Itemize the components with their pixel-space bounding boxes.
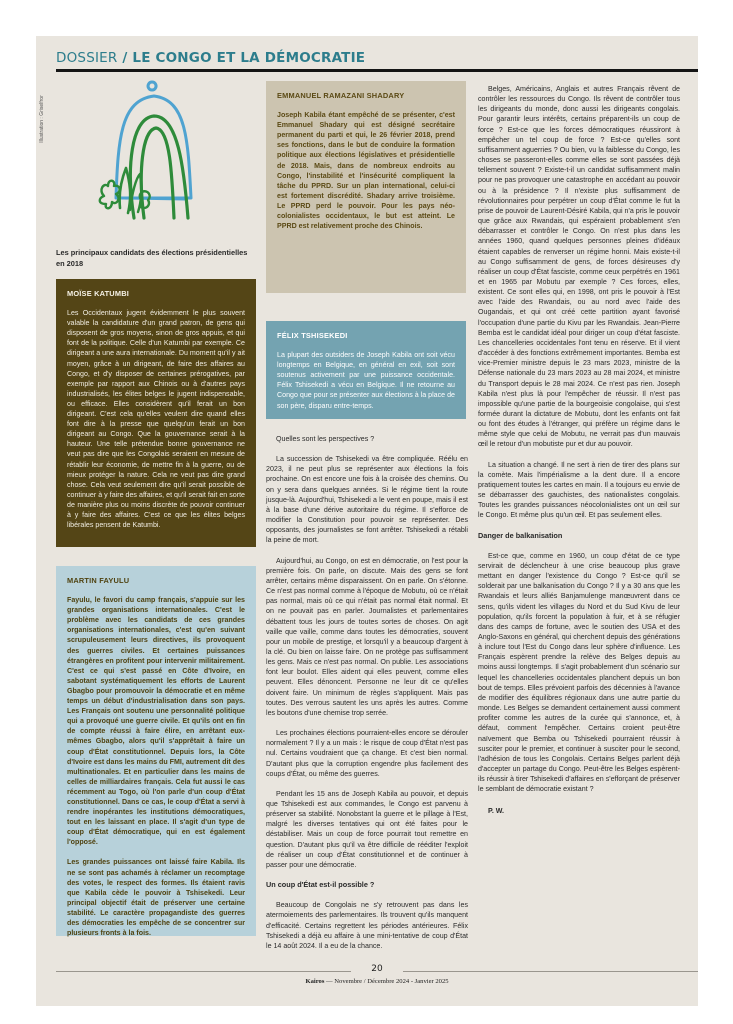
candidate-description: La plupart des outsiders de Joseph Kabila ont soit vécu longtemps en Belgique, en général en exil, soit sont soutenus activement par une puissance occidentale. Félix Tshisekedi a vécu en Belgique. Il ne retourne au Congo que pour se présenter aux élections à la place de son père, disparu entre-temps. <box>277 351 455 410</box>
bell-jar-illustration <box>96 78 216 223</box>
candidate-name: MOÏSE KATUMBI <box>67 289 129 298</box>
candidate-description: Joseph Kabila étant empêché de se présenter, c'est Emmanuel Shadary qui est désigné secrétaire permanent du parti et qui, le 26 février 2018, prend ses fonctions, dans le but de conduire la formation politique aux élections législatives et présidentielle de 2018. Mais, dans de nombreux endroits au Congo, l'instabilité et l'insécurité compliquent la tâche du PPRD. Sur un plan international, celui-ci est fortement discrédité. Shadary arrive troisième. Le PPRD perd le pouvoir. Pour les pays néo-colonialistes occidentaux, le but est atteint. Le PPRD est relativement proche des Chinois. <box>277 111 455 231</box>
candidate-description: Les grandes puissances ont laissé faire Kabila. Ils ne se sont pas achamés à réclamer un recomptage des votes, le respect des formes. Ils étaient ravis que Kabila cède le pouvoir à Tshisekedi. Leur principal objectif était de préserver une certaine stabilité. Le caractère propagandiste des guerres des démocraties les empêche de se concentrer sur plusieurs fronts à la fois. <box>67 858 245 938</box>
article-paragraph: Est-ce que, comme en 1960, un coup d'état de ce type servirait de déclencheur à une crise beaucoup plus grave mettant en danger l'existence du Congo ? Est-ce qu'il se solderait par une balkanisation du Congo ? Il y a 30 ans que les Rwandais et leurs alliés Banjamulenge manœuvrent dans ce sens, qu'ils vident les villages du Nord et du Sud Kivu de leur population, qu'ils forcent la population à fuir, et à se réfugier dans des camps de fortune, avec le soutien des USA et des Anglo-Saxons en général, qui cherchent depuis des générations à inclure tout l'Est du Congo dans leur sphère d'influence. Les Français espèrent prendre la relève des Belges depuis au moins aussi longtemps. Il s'agit probablement d'un scénario sur lequel les chancelleries occidentales planchent depuis un bon bout de temps. Elles prévoient parfois des décennies à l'avance de modifier des équilibres régionaux dans une autre partie du monde. Les Belges se demandent certainement aussi comment profiter comme les autres de la curée qui s'annonce, et, à défaut, comment l'empêcher. Certains croient peut-être naïvement que Bemba ou Tshisekedi pourraient réussir à susciter pour le premier, et continuer à susciter pour le second, l'adhésion de tous les Congolais. Certains Belges parlent déjà d'accepter un partage du Congo. Peut-être les Belges espèrent-ils réussir à tirer Tshisekedi d'affaires en s'efforçant de préserver le semblant de démocratie existant ? <box>478 551 680 794</box>
publication-name: Kairos <box>305 978 325 985</box>
bell-jar-knob <box>148 82 156 90</box>
candidate-name: EMMANUEL RAMAZANI SHADARY <box>277 91 405 100</box>
article-column-right <box>478 84 680 817</box>
section-label: DOSSIER <box>56 50 118 66</box>
article-paragraph: Les prochaines élections pourraient-elles encore se dérouler normalement ? Il y a un mais : le risque de coup d'État n'est pas nul. Certains voudraient que ça change. Et c'est bien normal. D'autant plus que la corruption engendre plus facilement des coups d'État, ou même des guerres. <box>266 729 468 778</box>
section-separator: / <box>117 50 133 66</box>
illustration-credit: Illustration : Griselfror <box>38 95 45 143</box>
article-paragraph: Belges, Américains, Anglais et autres Français rêvent de contrôler les ressources du Congo. Ils rêvent de contrôler tous les dirigeants du monde, donc aussi les dirigeants congolais. Pour garantir leurs intérêts, certains préparent-ils un coup de force ? Est-ce que les forces démocratiques réussiront à empêcher un tel coup de force ? Est-ce qu'elles sont suffisamment aguerries ? Ou bien, vu la faiblesse du Congo, les choses se passeront-elles comme elles se sont passées déjà tellement souvent ? Existe-t-il un candidat suffisamment malin pour ne pas provoquer une catastrophe en accédant au pouvoir ou à la présidence ? Il n'existe plus suffisamment de révolutionnaires pour perpétrer un coup d'État comme le fut la prise de pouvoir de Laurent-Désiré Kabila, qui n'a pris le pouvoir que grâce aux Rwandais, qui espéraient probablement s'en débarrasser et contrôler le Congo. On n'est plus dans les années 1960, quand quelques personnes pleines d'idéaux étaient capables de renverser un régime honni. Mais existe-t-il au Congo suffisamment de gens, de forces désireuses d'y réaliser un coup d'État fasciste, comme ceux perpétrés en 1961 et en 1965 par Mobutu par exemple ? Ces forces, elles, existent. Ce sont elles qui, en 1998, ont pris le pouvoir à l'Est avec l'aide des Rwandais, ou au nord avec l'aide des Ougandais, et qui ont créé cette partition ayant favorisé l'occupation d'une partie du Kivu par les Rwandais. Jean-Pierre Bemba est le candidat idéal pour diriger un coup d'état fasciste. Les chancelleries occidentales l'ont tenu en réserve. Et il vient d'accéder à des fonctions extrêmement importantes. Bemba est vice-Premier ministre depuis le 23 mars 2023, ministre de la Défense nationale du 23 mars 2023 au 28 mai 2024, et ministre du Transport depuis le 28 mai 2024. Ce n'est pas rien. Joseph Kabila n'est plus là pour l'empêcher de réussir. Il n'est pas impossible qu'une partie de la bourgeoisie congolaise, qui s'est formée durant la dictature de Mobutu, dont les enfants ont fait ou font des études à l'étranger, qui préfère un régime dans le même style que celui de Mobutu, ne verrait pas d'un mauvais œil le retour d'un mobutiste pur et dur au pouvoir. <box>478 85 680 449</box>
bell-jar-base <box>124 198 186 199</box>
illustration-caption: Les principaux candidats des élections présidentielles en 2018 <box>56 248 248 268</box>
page-footer <box>56 964 698 985</box>
issue-date: — Novembre / Décembre 2024 - Janvier 2025 <box>324 978 449 985</box>
candidate-box-tshisekedi <box>266 321 466 419</box>
candidate-description: Fayulu, le favori du camp français, s'appuie sur les grandes organisations internationales. C'est le problème avec les candidats de ces grandes organisations internationales, c'est qu'en suivant scrupuleusement leurs directives, ils provoquent des guerres civiles. Et certaines puissances étrangères en profitent pour intervenir militairement. C'est ce qui s'est passé en Côte d'Ivoire, en sabotant systématiquement les efforts de Laurent Gbagbo pour promouvoir la démocratie et en même temps un début d'industrialisation dans son pays. Les Français ont soutenu une personnalité politique qui a provoqué une guerre civile. Et qu'ils ont en fin de compte réussi à faire élire, en arrêtant eux-mêmes Gbagbo, alors qu'il s'apprêtait à faire un coup d'État constitutionnel. Depuis lors, la Côte d'Ivoire est dans les mains du FMI, autrement dit des multinationales. Et en particulier dans les mains de celles de milliardaires français. Cela fut aussi le cas récemment au Togo, où l'on parle d'un coup d'État constitutionnel. Dans ce cas, le coup d'État a servi à rendre inopérantes les institutions démocratiques, tout en les laissant en place. Il s'agit d'un type de coup d'État démocratique, qui en est également l'opposé. <box>67 596 245 847</box>
candidate-name: FÉLIX TSHISEKEDI <box>277 331 348 340</box>
article-subheading: Un coup d'État est-il possible ? <box>266 880 375 890</box>
header-rule <box>56 69 698 72</box>
candidate-box-katumbi <box>56 279 256 547</box>
article-paragraph: La situation a changé. Il ne sert à rien de tirer des plans sur la comète. Mais l'impérialisme a la dent dure. Il a encore pratiquement toutes les cartes en main. Il a toujours eu envie de se débarrasser des gauchistes, des nationalistes congolais. Toutes les grandes puissances néocolonialistes ont un œil sur le Congo. Et même plus qu'un œil. Et pas seulement elles. <box>478 460 680 520</box>
candidate-box-shadary <box>266 81 466 293</box>
article-paragraph: Pendant les 15 ans de Joseph Kabila au pouvoir, et depuis que Tshisekedi est aux commandes, le Congo est parvenu à préserver sa stabilité. Nonobstant la guerre et le pillage à l'Est, malgré les diverses tentatives qui ont été faites pour le déstabiliser. Mais un coup de force pourrait tout remettre en question. D'autant plus qu'il va être difficile de rééditer l'exploit de réaliser un coup d'État constitutionnel et de continuer à passer pour une démocratie. <box>266 789 468 869</box>
leaf-inner-arch <box>141 128 174 218</box>
article-paragraph: Beaucoup de Congolais ne s'y retrouvent pas dans les atermoiements des parlementaires. Ils trouvent qu'ils manquent d'efficacité. Certains regrettent les périodes antérieures. Félix Tshisekedi a déjà eu affaire à une mini-tentative de coup d'État le 14 août 2024. Il a eu de la chance. <box>266 901 468 950</box>
section-title <box>56 50 698 66</box>
publication-info <box>56 978 698 985</box>
page-header <box>56 50 698 72</box>
magazine-page <box>36 36 698 1006</box>
article-subheading: Danger de balkanisation <box>478 530 563 540</box>
page-number: 20 <box>371 964 383 974</box>
leaf-small-left <box>120 168 131 213</box>
article-paragraph: Aujourd'hui, au Congo, on est en démocratie, on l'est pour la première fois. On parle, on discute. Mais des gens se font arrêter, certains même disparaissent. On en parle. On s'étonne. Ce n'est pas normal comme à l'époque de Mobutu, où ce n'était pas normal, mais où ce qui n'était pas normal était normal. Et on ne pouvait pas en parler. Journalistes et parlementaires débattent tous les jours de toutes sortes de choses. On agit vaille que vaille, comme dans toutes les démocraties, souvent pour un mobile de prestige, et lorsqu'il y a beaucoup d'argent à la clé. Ou bien on laisse faire. On ne protège pas suffisamment les gens. Mais ce n'est pas normal. On publie. Les associations font leur boulot. Elles aident qui elles peuvent, comme elles peuvent. Elles dénoncent. Personne ne leur dit ce qu'elles doivent faire. Un minimum de règles s'appliquent. Mais pas toutes. Des verrous sautent les uns après les autres. Comme les boutons d'une chemise trop serrée. <box>266 556 468 717</box>
article-question: Quelles sont les perspectives ? <box>276 435 375 443</box>
candidate-description: Les Occidentaux jugent évidemment le plus souvent valable la candidature d'un grand patron, de gens qui disposent de gros moyens, sinon de gros appuis, et qui font de la politique. Celle d'un Katumbi par exemple. Ce dirigeant a une aura internationale. Du moment qu'il y ait moyen, grâce à un dirigeant, de faire des affaires au Congo, et d'y disposer de certaines prérogatives, par exemple par rapport aux Chinois ou à d'autres pays industrialisés, les élites belges le jugent indispensable, ou efficace. Elles considèrent qu'il ferait un bon dirigeant. C'est cela qu'elles veulent dire quand elles font dire à la presse que quelqu'un ferait un bon dirigeant au Congo. Que la gouvernance serait à la hauteur. Une telle prétendue bonne gouvernance ne veut pas dire que les Congolais seraient en mesure de rétablir leur économie, de mettre fin à la guerre, ou de mieux protéger la nature. Cela ne veut pas dire grand chose. Cela veut seulement dire qu'il serait possible de continuer à y faire des affaires, et qu'il serait fait en sorte de manière plus ou moins discrète de pouvoir continuer à y faire des affaires. C'est ce que les élites belges libérales pensent de Katumbi. <box>67 309 245 530</box>
leaf-cluster <box>100 181 120 209</box>
author-signature: P. W. <box>488 807 505 816</box>
candidate-name: MARTIN FAYULU <box>67 576 130 585</box>
article-paragraph: La succession de Tshisekedi va être compliquée. Réélu en 2023, il ne peut plus se représenter aux élections la fois prochaine. On est encore une fois à la croisée des chemins. Ou on y sera dans quelques années. Si le régime tient la route jusque-là. Aujourd'hui, Tshisekedi a le vent en poupe, mais il est à la base d'une dérive autoritaire du régime. Il s'efforce de modifier la Constitution pour pouvoir se représenter. Des opposants, des journalistes se font arrêter. Tshisekedi a rétabli la peine de mort. <box>266 455 468 545</box>
candidate-box-fayulu <box>56 566 256 936</box>
article-column-middle <box>266 434 468 951</box>
dossier-title: LE CONGO ET LA DÉMOCRATIE <box>132 50 366 66</box>
